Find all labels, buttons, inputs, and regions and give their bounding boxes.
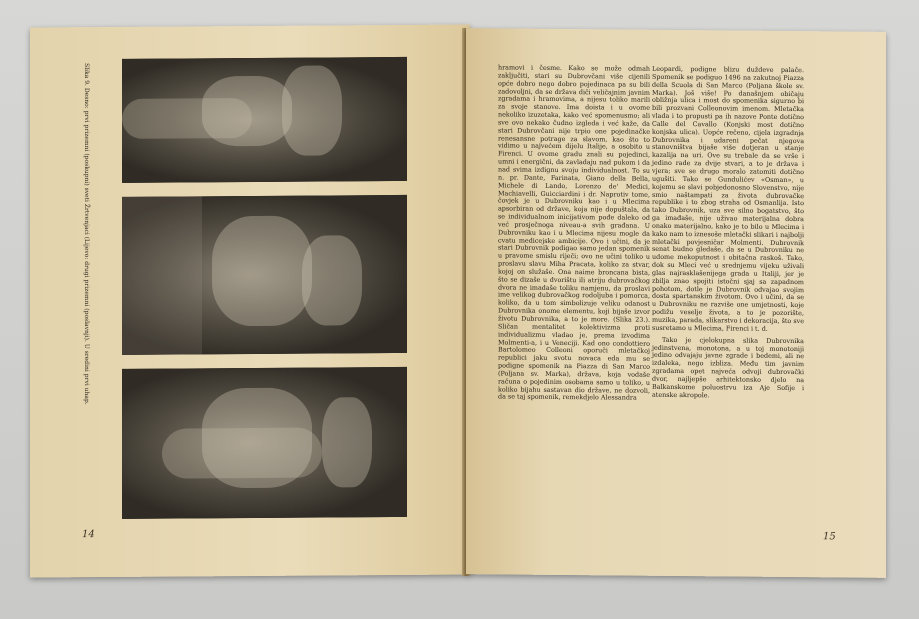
text-column-left: hramovi i česme. Kako se može odmah zaključiti, stari su Dubrovčani više cijenili opće dobro nego dobro pojedinaca pa su bili zadovoljni, da se država diči veličajnim javnim zgradama i hramovima, a nijesu toliko marili za svoje stanove. Ima doista i u ovome nekoliko izuzetaka, kako već spomenusmo; ali sve ovo nekako čudno izgleda i već kaže, da stari Dubrovčani nije trpio one pojedinačke renesansne potrage za slavom, kao što to vidimo u najvećem dijelu Italije, a osobito u Firenci. U ovome gradu znali su pojedinci, umni i energični, da zavladaju nad pukom i da nad svima izdignu svoju individualnost. To su n. pr. Dante, Farinata, Giano della Bella, Michele di Lando, Lorenzo de' Medici, Machiavelli, Guicciardini i dr. Naprotiv tome, čovjek je u Dubrovniku kao i u Mlecima apsorbiran od države, koja nije dopuštala, da se individualnom inicijativom pođe daleko od već prosječnoga niveau-a svih građana. U Dubrovniku kao i u Mlecima nijesu mogle da cvatu medicejske ambicije. Ovo i učini, da je stari Dubrovnik podigao samo jedan spomenik u pravome smislu riječi; ovo ne učini toliko u proslavu slavu Miha Pracata, koliko za stvar, kojoj on služaše. Ona naime broncana bista, što se dizaše u dvorištu ili atriju dubrovačkog dvora ne imadaše toliku namjenu, da proslavi ime velikog dubrovačkog rodoljuba i pomorca, koliko, da u tom simbolizuje veliku odanost Dubrovnika onome elementu, koji bijaše izvor životu Dubrovnika, a to je more. (Slika 23.). Sličan mentalitet kolektivizma proti individualizmu vladao je, prema izvodima Molmenti-a, i u Veneciji. Kad ono condottiero Bartolomeo Colleoni oporuči mletačkoj republici jaku svotu novaca eda mu se podigne spomenik na Piazza di San Marco (Poljana sv. Marka), država, koja vodaše računa o pojedinim osobama samo u toliko, u koliko bijahu sastavan dio države, ne dozvoli, da se taj spomenik, remekdjelo Alessandra [498,63,650,403]
page-number-left: 14 [82,529,95,541]
text-column-right [652,66,804,401]
capital-photo-top [122,57,407,183]
right-page [466,28,886,578]
page-number-right: 15 [823,531,836,543]
photo-caption: Slika 9. Desno: prvi prizemni (poskupni) sveti Žrtvenjaci (Lijevo: drugi prizemni (poslavnji). U sredini prvi uhap. [83,63,90,405]
text-column-right-paragraph: Tako je cjelokupna slika Dubrovnika jedinstvena, monotona, a u toj monotoniji jedino odvajaju javne zgrade i bedemi, ali ne izdaleka, nego izbliza. Među tim javnim zgradama opet najveća odvoji dubrovački dvor, najljepše arhitektonsko djelo na Balkanskome poluostrvu iza Aje Sofije i atenske akropole. [652,335,804,399]
capital-photo-bottom [122,367,407,519]
left-page [30,24,470,577]
text-column-right-body: Leopardi, podigne blizu duždeve palače. Spomenik se podiguo 1496 na zakutnoj Piazza della Scuola di San Marco (Poljana škole sv. Marka). Još više! Po današnjem običaju obližnja ulica i most do spomenika sigurno bi bili prozvani Colleonovim imenom. Mletačka vlada i to propusti pa ih nazove Ponte dotično Calle del Cavallo (Konjski most dotično konjska ulica). Uopće rečeno, cijela izgradnja Dubrovnika i udareni pečat njegova stanovništva bijaše više dotjeran u stanje kazalija na uri. Ove su trebale da se vrše i jedino rade za dvije stvari, a to je država i vjera; sve se drugo moralo zatomiti dotično ugušiti. Tako se Gundulićev «Osman», u kojemu se slavi pobjedonosno Slovenstvo, nije smio naštampati za života dubrovačke republike i to zbog straha od Osmanlija. Isto tako Dubrovnik, uza sve silno bogatstvo, što ga imađaše, nije uživao materijalna dobra onako materijalno, kako je to bilo u Mlecima i kako nam to iznesoše mletački slikari i najbolji mletački povjesničar Molmenti. Dubrovnik senat budno gledaše, da se u Dubrovniku ne udome mekoputnost i obitačna raskoš. Tako, dok su Mleci već u srednjemu vijeku uživali glas najrasklašenijega grada u Italiji, jer je zbilja znao spojiti istočni sjaj sa zapadnom pohotom, dotle je Dubrovnik odvajao svojim dosta spartanskim životom. Ovo i učini, da se u Dubrovniku ne razviše one umjetnosti, koje podižu veselje života, a to je pozorište, muzika, parada, slikarstvo i dekoracija, što sve susretamo u Mlecima, Firenci i t. d. [652,64,804,333]
capital-photo-middle [122,195,407,355]
